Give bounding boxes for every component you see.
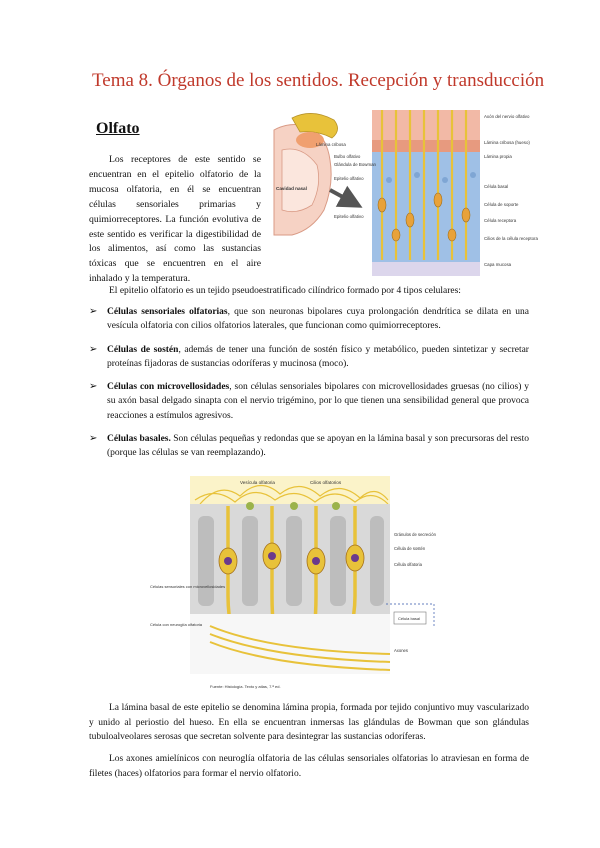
intro-paragraph: Los receptores de este sentido se encuentran en el epitelio olfatorio de la mucosa olfatoria, en él se encuentran células sensoriales primarias y quimiorreceptores. La función evolutiva de este sentido es verificar la digestibilidad de los alimentos, así como las sustancias tóxicas que se encuentren en el aire inhalado y la temperatura. [89, 154, 261, 285]
fig1-label-bulbo: Bulbo olfativo [334, 154, 361, 159]
bullet-arrow-icon: ➢ [89, 433, 98, 445]
fig1-label-celula-receptora: Célula receptora [484, 218, 517, 223]
fig1-label-cilios: Cilios de la célula receptora [484, 236, 538, 241]
bullet-arrow-icon: ➢ [89, 343, 98, 355]
epithelium-block [372, 110, 480, 276]
olfactory-epithelium-figure [272, 110, 538, 282]
fig2-label-cilios: Cilios olfatorios [310, 480, 342, 485]
fig1-label-cavidad: Cavidad nasal [276, 186, 307, 191]
fig1-label-epitelio-bottom: Epitelio olfativo [334, 214, 364, 219]
fig2-label-axones: Axones [394, 648, 408, 653]
fig1-label-lamina-propia: Lámina propia [484, 154, 512, 159]
cell-types-list [89, 305, 529, 470]
fig1-label-capa-mucosa: Capa mucosa [484, 262, 512, 267]
bullet-arrow-icon: ➢ [89, 306, 98, 317]
olfactory-histology-figure [150, 476, 450, 694]
fig2-label-celula-sosten: Célula de sostén [394, 546, 426, 551]
fig2-label-granulos: Gránulos de secreción [394, 532, 436, 537]
list-item: ➢ Células de sostén, además de tener una función de sostén físico y metabólico, pueden sintetizar y secretar proteínas fijadoras de sustancias odoríferas y mucinosa (moco). [89, 343, 529, 369]
bullet-arrow-icon: ➢ [89, 381, 98, 393]
fig2-label-celulas-sensoriales: Células sensoriales con microvellosidades [150, 584, 226, 589]
fig1-label-lamina-cribosa-r: Lámina cribosa (hueso) [484, 140, 530, 145]
fig1-label-epitelio-top: Epitelio olfativo [334, 176, 364, 181]
nasal-cavity-illustration [274, 113, 338, 235]
lead-paragraph: El epitelio olfatorio es un tejido pseudoestratificado cilíndrico formado por 4 tipos celulares: [109, 286, 461, 296]
fig2-label-neuroglia: Célula con neuroglía olfatoria [150, 622, 203, 627]
fig1-label-glandula: Glándula de Bowman [334, 162, 376, 167]
list-item: ➢ Células con microvellosidades, son células sensoriales bipolares con microvellosidades gruesas (no cilios) y su axón basal delgado sinapta con el nervio trigémino, por lo que tienen una sensibilidad general que provoca reacciones a estímulos agresivos. [89, 381, 529, 421]
fig1-label-axon: Axón del nervio olfativo [484, 114, 530, 119]
axons-paragraph: Los axones amielínicos con neuroglía olfatoria de las células sensoriales olfatorias lo atraviesan en forma de filetes (haces) olfatorios para formar el nervio olfatorio. [89, 754, 529, 779]
section-heading: Olfato [96, 120, 140, 137]
fig1-label-lamina-cribosa: Lámina cribosa [316, 142, 346, 147]
fig1-label-celula-basal: Célula basal [484, 184, 509, 189]
fig2-label-celula-olfatoria: Célula olfatoria [394, 562, 422, 567]
lamina-propia-paragraph: La lámina basal de este epitelio se denomina lámina propia, formada por tejido conjuntivo muy vascularizado y unido al periostio del hueso. En ella se encuentran inmersas las glándulas de Bowman que son glándulas tubuloalveolares serosas que secretan solvente para desintegrar las sustancias odoríferas. [89, 703, 529, 742]
list-item: ➢ Células basales. Son células pequeñas y redondas que se apoyan en la lámina basal y son precursoras del resto (porque las células se van reemplazando). [89, 433, 529, 459]
list-item: ➢ Células sensoriales olfatorias, que son neuronas bipolares cuya prolongación dendrítica se dilata en una vesícula olfatoria con cilios olfatorios laterales, que funcionan como quimiorreceptores. [89, 306, 529, 332]
fig2-label-celula-basal: Célula basal [398, 616, 421, 621]
fig2-credit: Fuente: Histología. Texto y atlas, 7.ª ed. [210, 684, 281, 689]
page-title: Tema 8. Órganos de los sentidos. Recepción y transducción [92, 70, 545, 91]
fig2-label-vesicula: Vesícula olfatoria [240, 480, 275, 485]
fig1-label-celula-soporte: Célula de soporte [484, 202, 519, 207]
